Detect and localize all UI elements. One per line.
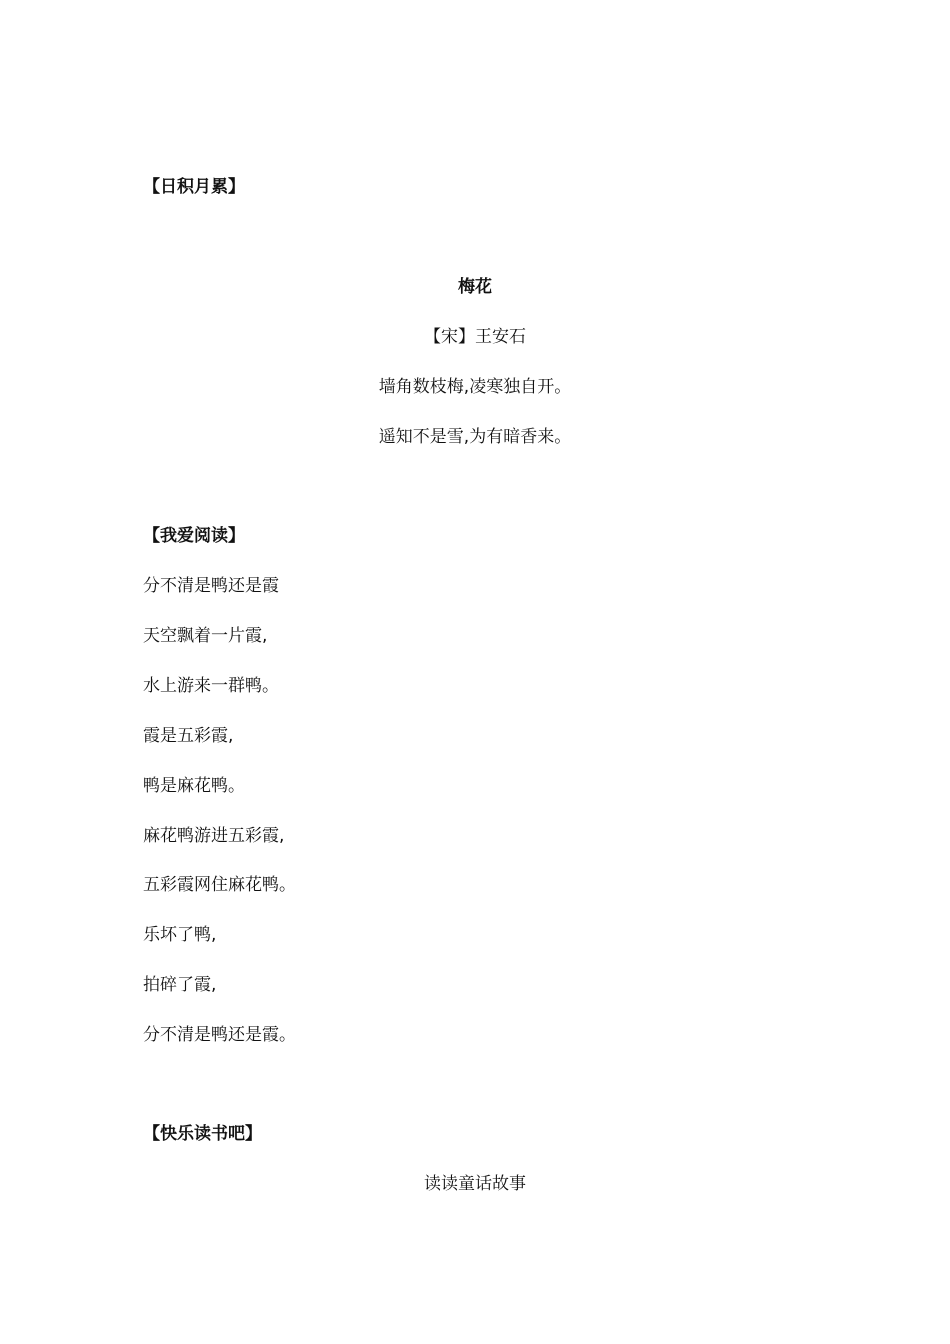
reading-line: 天空飘着一片霞, xyxy=(143,626,268,646)
reading-line: 乐坏了鸭, xyxy=(143,925,217,945)
reading-line: 鸭是麻花鸭。 xyxy=(143,776,245,796)
poem-line: 墙角数枝梅,凌寒独自开。 xyxy=(378,377,572,397)
poem-author: 【宋】王安石 xyxy=(424,327,526,347)
section-heading-books: 【快乐读书吧】 xyxy=(143,1124,262,1144)
reading-line: 分不清是鸭还是霞。 xyxy=(143,1025,296,1045)
poem-title: 梅花 xyxy=(458,277,492,297)
reading-line: 麻花鸭游进五彩霞, xyxy=(143,826,285,846)
reading-line: 五彩霞网住麻花鸭。 xyxy=(143,875,296,895)
reading-title: 分不清是鸭还是霞 xyxy=(143,576,279,596)
section-heading-reading: 【我爱阅读】 xyxy=(143,526,245,546)
section-heading-daily: 【日积月累】 xyxy=(143,177,245,197)
poem-line: 遥知不是雪,为有暗香来。 xyxy=(378,427,572,447)
reading-line: 水上游来一群鸭。 xyxy=(143,676,279,696)
books-subtitle: 读读童话故事 xyxy=(424,1174,526,1194)
reading-line: 拍碎了霞, xyxy=(143,975,217,995)
reading-line: 霞是五彩霞, xyxy=(143,726,234,746)
